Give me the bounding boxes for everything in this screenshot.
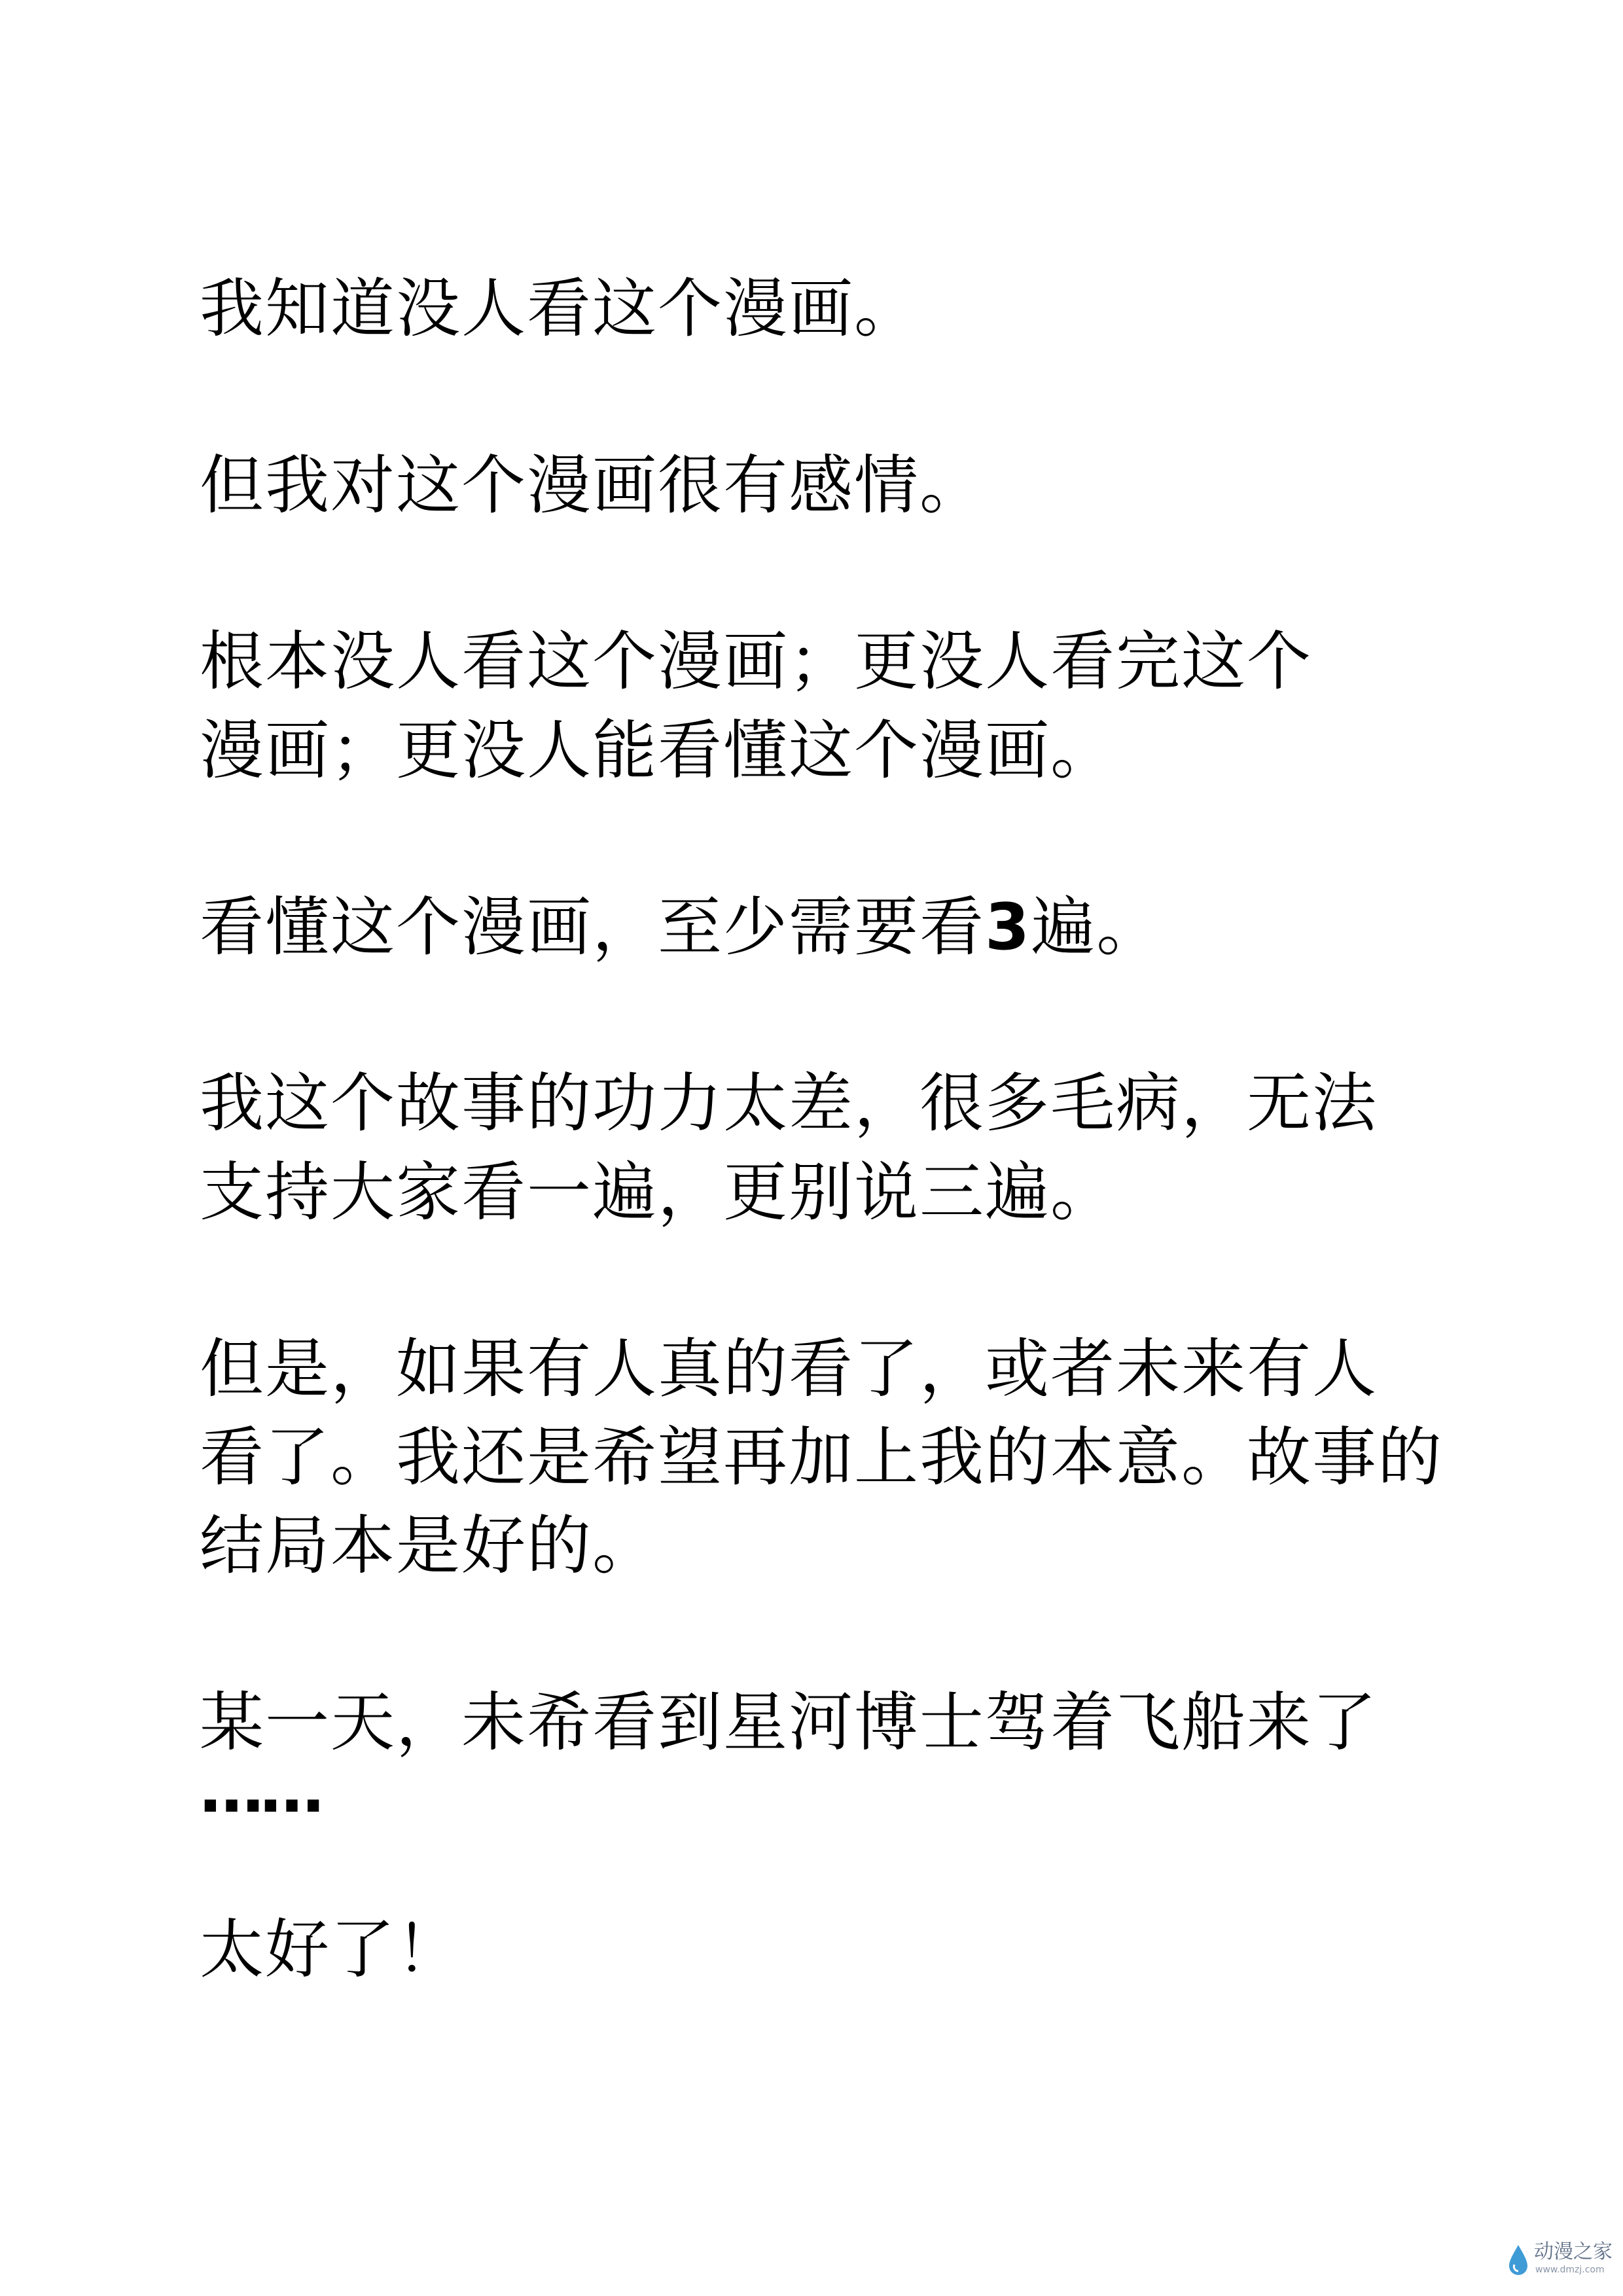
paragraph-3-line-1: 根本没人看这个漫画；更没人看完这个 xyxy=(200,624,1313,699)
watermark-title: 动漫之家 xyxy=(1534,2240,1613,2263)
paragraph-6-line-1: 但是，如果有人真的看了，或者未来有人 xyxy=(200,1332,1378,1407)
paragraph-4-number: 3 xyxy=(985,890,1031,965)
paragraph-3-line-2: 漫画；更没人能看懂这个漫画。 xyxy=(200,713,1116,788)
watermark xyxy=(1507,2237,1613,2283)
paragraph-8-line-1: 太好了！ xyxy=(200,1912,462,1987)
water-drop-icon xyxy=(1507,2244,1530,2278)
paragraph-5-line-1: 我这个故事的功力太差，很多毛病，无法 xyxy=(200,1066,1378,1141)
paragraph-4-text-b: 遍。 xyxy=(1031,890,1162,965)
paragraph-6-line-2: 看了。我还是希望再加上我的本意。故事的 xyxy=(200,1420,1444,1495)
paragraph-5-line-2: 支持大家看一遍，更别说三遍。 xyxy=(200,1155,1116,1230)
paragraph-4-line-1 xyxy=(200,889,1162,966)
paragraph-6-line-3: 结局本是好的。 xyxy=(200,1509,658,1583)
paragraph-4-text-a: 看懂这个漫画，至少需要看 xyxy=(200,890,986,965)
paragraph-2-line-1: 但我对这个漫画很有感情。 xyxy=(200,448,986,523)
paragraph-1-line-1: 我知道没人看这个漫画。 xyxy=(200,272,920,346)
paragraph-7-line-1: 某一天，未希看到星河博士驾着飞船来了 xyxy=(200,1685,1378,1760)
watermark-url: www.dmzj.com xyxy=(1535,2265,1605,2275)
paragraph-7-line-2: …… xyxy=(200,1753,320,1827)
